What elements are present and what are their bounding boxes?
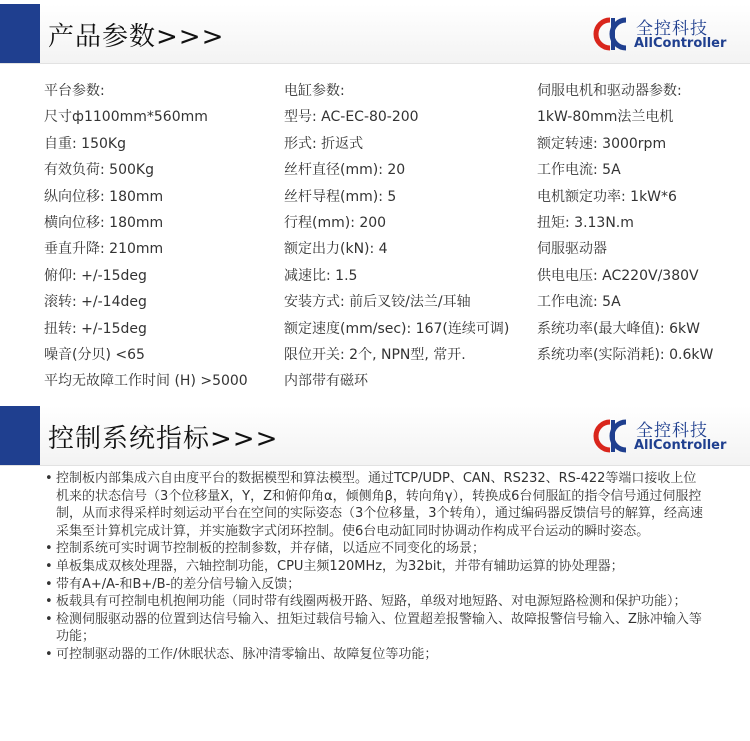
param-line: 工作电流: 5A — [537, 294, 621, 311]
param-line: 尺寸ф1100mm*560mm — [44, 109, 208, 126]
list-item: • 控制系统可实时调节控制板的控制参数，并存储，以适应不同变化的场景； — [46, 540, 708, 558]
param-line: 噪音(分贝) <65 — [44, 347, 145, 364]
logo-chinese-name: 全控科技 — [636, 421, 708, 441]
param-line: 丝杆导程(mm): 5 — [284, 188, 397, 205]
list-item: • 单板集成双核处理器，六轴控制功能，CPU主频120MHz，为32bit，并带有辅助运算的协处理器； — [46, 558, 708, 576]
param-line: 安装方式: 前后叉铰/法兰/耳轴 — [284, 294, 471, 311]
section-title: 控制系统指标>>> — [48, 424, 279, 454]
param-line: 供电电压: AC220V/380V — [537, 267, 699, 284]
param-line: 俯仰: +/-15deg — [44, 267, 147, 284]
param-line: 电机额定功率: 1kW*6 — [537, 188, 677, 205]
brand-logo — [592, 14, 742, 54]
platform-params-column — [44, 78, 248, 395]
param-line: 垂直升降: 210mm — [44, 241, 164, 258]
param-line: 平均无故障工作时间 (H) >5000 — [44, 373, 248, 390]
logo-chinese-name: 全控科技 — [636, 19, 708, 39]
param-line: 工作电流: 5A — [537, 162, 621, 179]
list-item: • 可控制驱动器的工作/休眠状态、脉冲清零输出、故障复位等功能； — [46, 646, 708, 664]
actuator-params-column — [284, 78, 509, 395]
param-line: 滚转: +/-14deg — [44, 294, 147, 311]
param-line: 行程(mm): 200 — [284, 215, 387, 232]
param-line: 额定转速: 3000rpm — [537, 135, 667, 152]
header-accent-block — [0, 406, 40, 465]
logo-english-name: AllController — [634, 438, 727, 453]
list-item: • 板载具有可控制电机抱闸功能（同时带有线圈两极开路、短路，单级对地短路、对电源短路检测和保护功能）； — [46, 593, 708, 611]
param-line: 系统功率(实际消耗): 0.6kW — [537, 347, 714, 364]
param-line: 平台参数: — [44, 83, 105, 99]
param-line: 额定出力(kN): 4 — [284, 241, 388, 258]
control-system-header — [0, 406, 750, 466]
logo-mark-icon — [592, 14, 634, 54]
param-line: 纵向位移: 180mm — [44, 188, 164, 205]
list-item: • 控制板内部集成六自由度平台的数据模型和算法模型。通过TCP/UDP、CAN、RS232、RS-422等端口接收上位机来的状态信号（3个位移量X，Y，Z和俯仰角α，倾侧角β，转向角γ），转换成6台伺服缸的指令信号通过伺服控制，从而求得采样时刻运动平台在空间的实际姿态（3个位移量，3个转角），通过编码器反馈信号的解算，经高速采集至计算机完成计算，并实施数字式闭环控制。使6台电动缸同时协调动作构成平台运动的瞬时姿态。 — [46, 470, 708, 540]
servo-params-column — [537, 78, 713, 368]
param-line: 扭矩: 3.13N.m — [537, 215, 634, 232]
param-line: 限位开关: 2个, NPN型, 常开. — [284, 347, 466, 364]
param-line: 型号: AC-EC-80-200 — [284, 109, 419, 126]
param-line: 自重: 150Kg — [44, 135, 126, 152]
brand-logo — [592, 416, 742, 456]
param-line: 伺服电机和驱动器参数: — [537, 83, 682, 99]
logo-english-name: AllController — [634, 36, 727, 51]
param-line: 内部带有磁环 — [284, 373, 368, 390]
param-line: 横向位移: 180mm — [44, 215, 164, 232]
param-line: 形式: 折返式 — [284, 135, 364, 152]
param-line: 扭转: +/-15deg — [44, 320, 147, 337]
param-line: 1kW-80mm法兰电机 — [537, 109, 674, 126]
param-line: 伺服驱动器 — [537, 241, 607, 258]
list-item: • 带有A+/A-和B+/B-的差分信号输入反馈； — [46, 576, 708, 594]
param-line: 电缸参数: — [284, 83, 345, 99]
param-line: 减速比: 1.5 — [284, 267, 358, 284]
header-accent-block — [0, 4, 40, 63]
param-line: 丝杆直径(mm): 20 — [284, 162, 406, 179]
logo-mark-icon — [592, 416, 634, 456]
param-line: 有效负荷: 500Kg — [44, 162, 154, 179]
control-features-list — [46, 470, 708, 664]
list-item: • 检测伺服驱动器的位置到达信号输入、扭矩过载信号输入、位置超差报警输入、故障报警信号输入、Z脉冲输入等功能； — [46, 611, 708, 646]
product-params-header — [0, 4, 750, 64]
section-title: 产品参数>>> — [48, 22, 225, 52]
param-line: 系统功率(最大峰值): 6kW — [537, 320, 700, 337]
param-line: 额定速度(mm/sec): 167(连续可调) — [284, 320, 510, 337]
